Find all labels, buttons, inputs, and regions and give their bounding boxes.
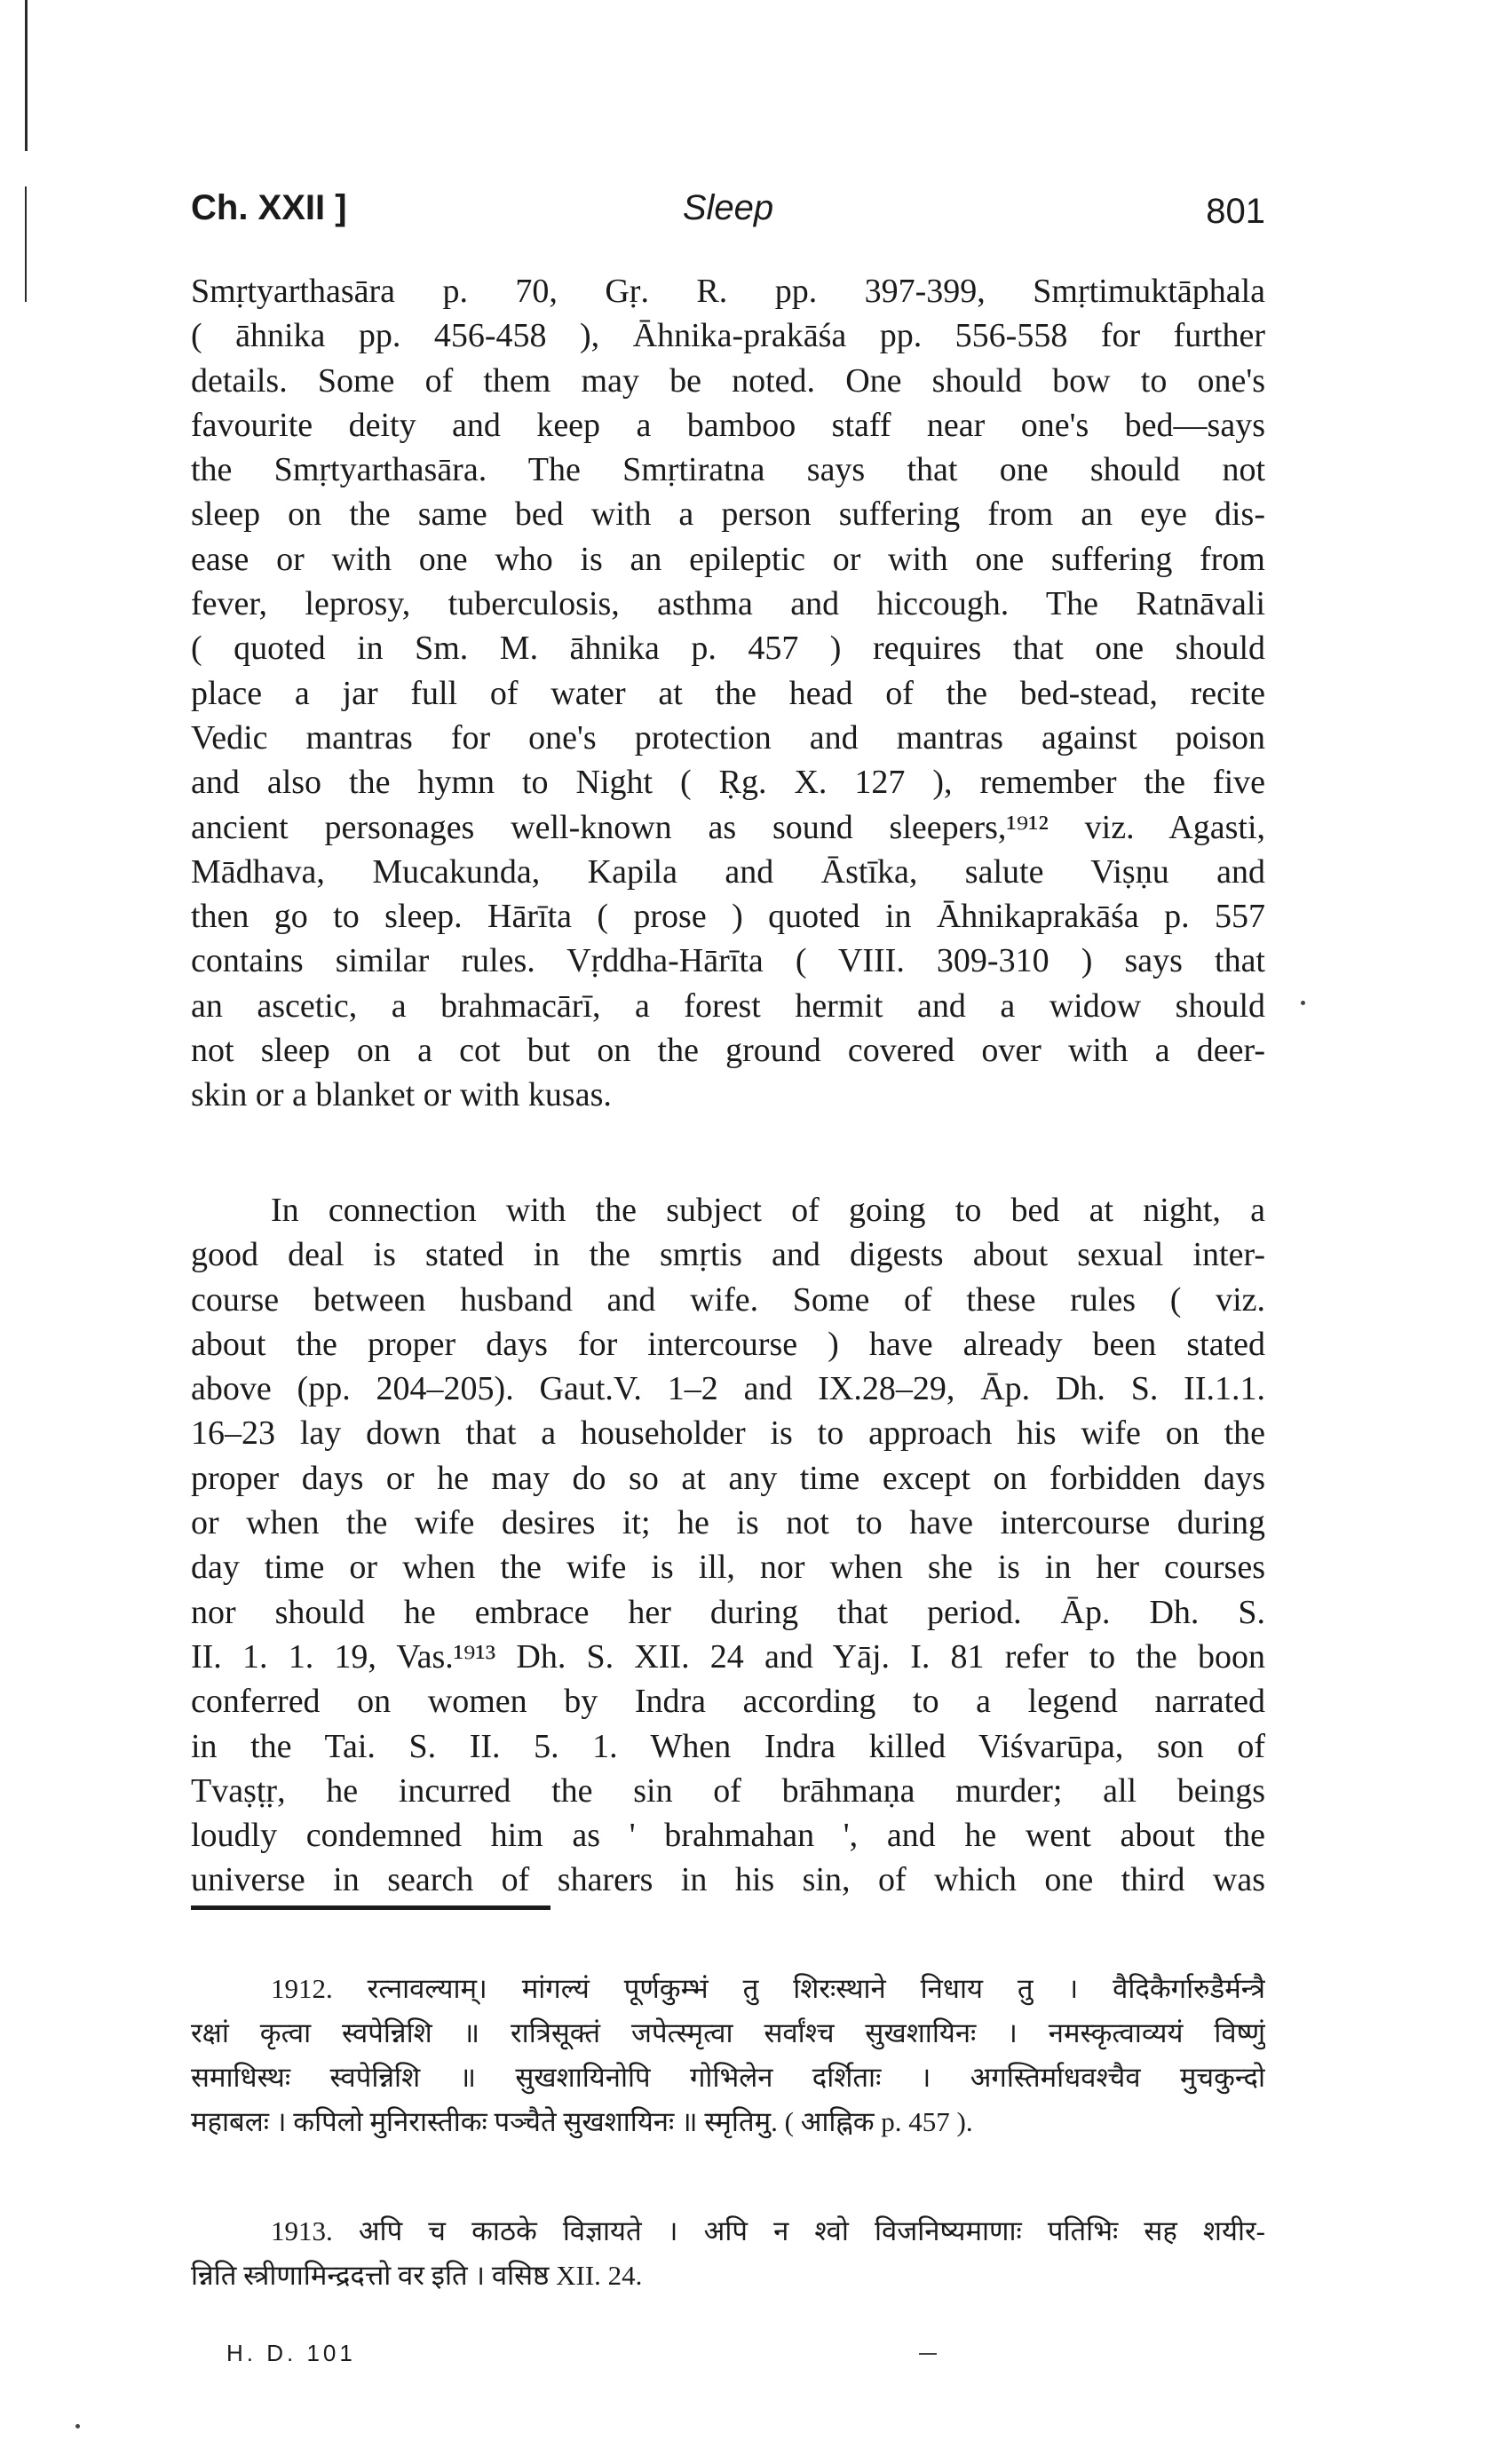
page-number: 801 [1206,192,1265,231]
text-line: In connection with the subject of going to bed at night, a [271,1192,1265,1229]
scan-speck [1301,1001,1305,1005]
footnote-1913 [191,2209,1265,2298]
text-line: day time or when the wife is ill, nor when she is in her courses [191,1549,1265,1587]
text-line: details. Some of them may be noted. One should bow to one's [191,361,1265,400]
paragraph-2 [191,1188,1265,1903]
text-line: favourite deity and keep a bamboo staff near one's bed—says [191,406,1265,444]
text-line: ancient personages well-known as sound sleepers,¹⁹¹² viz. Agasti, [191,808,1265,846]
text-line: proper days or he may do so at any time except on forbidden days [191,1459,1265,1497]
text-line: course between husband and wife. Some of these rules ( viz. [191,1280,1265,1319]
paragraph-1 [191,269,1265,1118]
text-line: and also the hymn to Night ( Ṛg. X. 127 ), remember the five [191,764,1265,802]
scan-edge [25,186,27,302]
text-line: conferred on women by Indra according to a legend narrated [191,1683,1265,1721]
text-line: place a jar full of water at the head of the bed-stead, recite [191,674,1265,712]
text-line: loudly condemned him as ' brahmahan ', and he went about the [191,1817,1265,1855]
text-line: Smṛtyarthasāra p. 70, Gṛ. R. pp. 397-399, Smṛtimuktāphala [191,273,1265,310]
text-line: in the Tai. S. II. 5. 1. When Indra killed Viśvarūpa, son of [191,1727,1265,1765]
text-line: about the proper days for intercourse ) have already been stated [191,1325,1265,1363]
text-line: Tvaṣṭṛ, he incurred the sin of brāhmaṇa murder; all beings [191,1771,1265,1810]
chapter-label: Ch. XXII ] [191,188,347,227]
scan-mark [919,2353,937,2355]
text-line: nor should he embrace her during that period. Āp. Dh. S. [191,1593,1265,1631]
text-line: Mādhava, Mucakunda, Kapila and Āstīka, salute Viṣṇu and [191,852,1265,891]
text-line: sleep on the same bed with a person suffering from an eye dis- [191,495,1265,534]
text-line: then go to sleep. Hārīta ( prose ) quoted in Āhnikaprakāśa p. 557 [191,898,1265,936]
printer-signature: H. D. 101 [226,2340,356,2366]
footnote-line: रक्षां कृत्वा स्वपेन्निशि ॥ रात्रिसूक्तं जपेत्स्मृत्वा सर्वांश्च सुखशायिनः । नमस्कृत्वाव्ययं विष्णुं [191,2017,1265,2048]
footnote-line: समाधिस्थः स्वपेन्निशि ॥ सुखशायिनोपि गोभिलेन दर्शिताः । अगस्तिर्माधवश्चैव मुचकुन्दो [191,2062,1265,2093]
text-line: II. 1. 1. 19, Vas.¹⁹¹³ Dh. S. XII. 24 and Yāj. I. 81 refer to the boon [191,1637,1265,1676]
footnote-1912 [191,1967,1265,2144]
text-line: ( quoted in Sm. M. āhnika p. 457 ) requires that one should [191,630,1265,668]
text-line: the Smṛtyarthasāra. The Smṛtiratna says that one should not [191,451,1265,489]
running-title: Sleep [682,188,774,227]
scan-speck [75,2424,80,2428]
text-line: universe in search of sharers in his sin, of which one third was [191,1861,1265,1899]
text-line: above (pp. 204–205). Gaut.V. 1–2 and IX.28–29, Āp. Dh. S. II.1.1. [191,1370,1265,1408]
footnote-line: महाबलः । कपिलो मुनिरास्तीकः पञ्चैते सुखशायिनः ॥ स्मृतिमु. ( आह्निक p. 457 ). [191,2106,973,2137]
running-header [191,188,1265,242]
text-line: ( āhnika pp. 456-458 ), Āhnika-prakāśa pp. 556-558 for further [191,317,1265,355]
text-line: 16–23 lay down that a householder is to approach his wife on the [191,1414,1265,1453]
text-line: good deal is stated in the smṛtis and digests about sexual inter- [191,1236,1265,1274]
scan-edge [25,0,28,151]
text-line: not sleep on a cot but on the ground covered over with a deer- [191,1032,1265,1070]
footnote-line: न्निति स्त्रीणामिन्द्रदत्तो वर इति । वसिष्ठ XII. 24. [191,2260,643,2291]
text-line: an ascetic, a brahmacārī, a forest hermit and a widow should [191,986,1265,1025]
footnote-line: 1912. रत्नावल्याम्। मांगल्यं पूर्णकुम्भं तु शिरःस्थाने निधाय तु । वैदिकैर्गारुडैर्मन्त्रै [271,1973,1265,2004]
text-line: contains similar rules. Vṛddha-Hārīta ( VIII. 309-310 ) says that [191,942,1265,980]
text-line: fever, leprosy, tuberculosis, asthma and hiccough. The Ratnāvali [191,585,1265,623]
text-line: ease or with one who is an epileptic or with one suffering from [191,540,1265,578]
text-line: Vedic mantras for one's protection and mantras against poison [191,718,1265,757]
footnote-rule [191,1905,550,1910]
text-line: skin or a blanket or with kusas. [191,1076,612,1114]
footnote-line: 1913. अपि च काठके विज्ञायते । अपि न श्वो विजनिष्यमाणाः पतिभिः सह शयीर- [271,2215,1265,2246]
text-line: or when the wife desires it; he is not to have intercourse during [191,1504,1265,1542]
